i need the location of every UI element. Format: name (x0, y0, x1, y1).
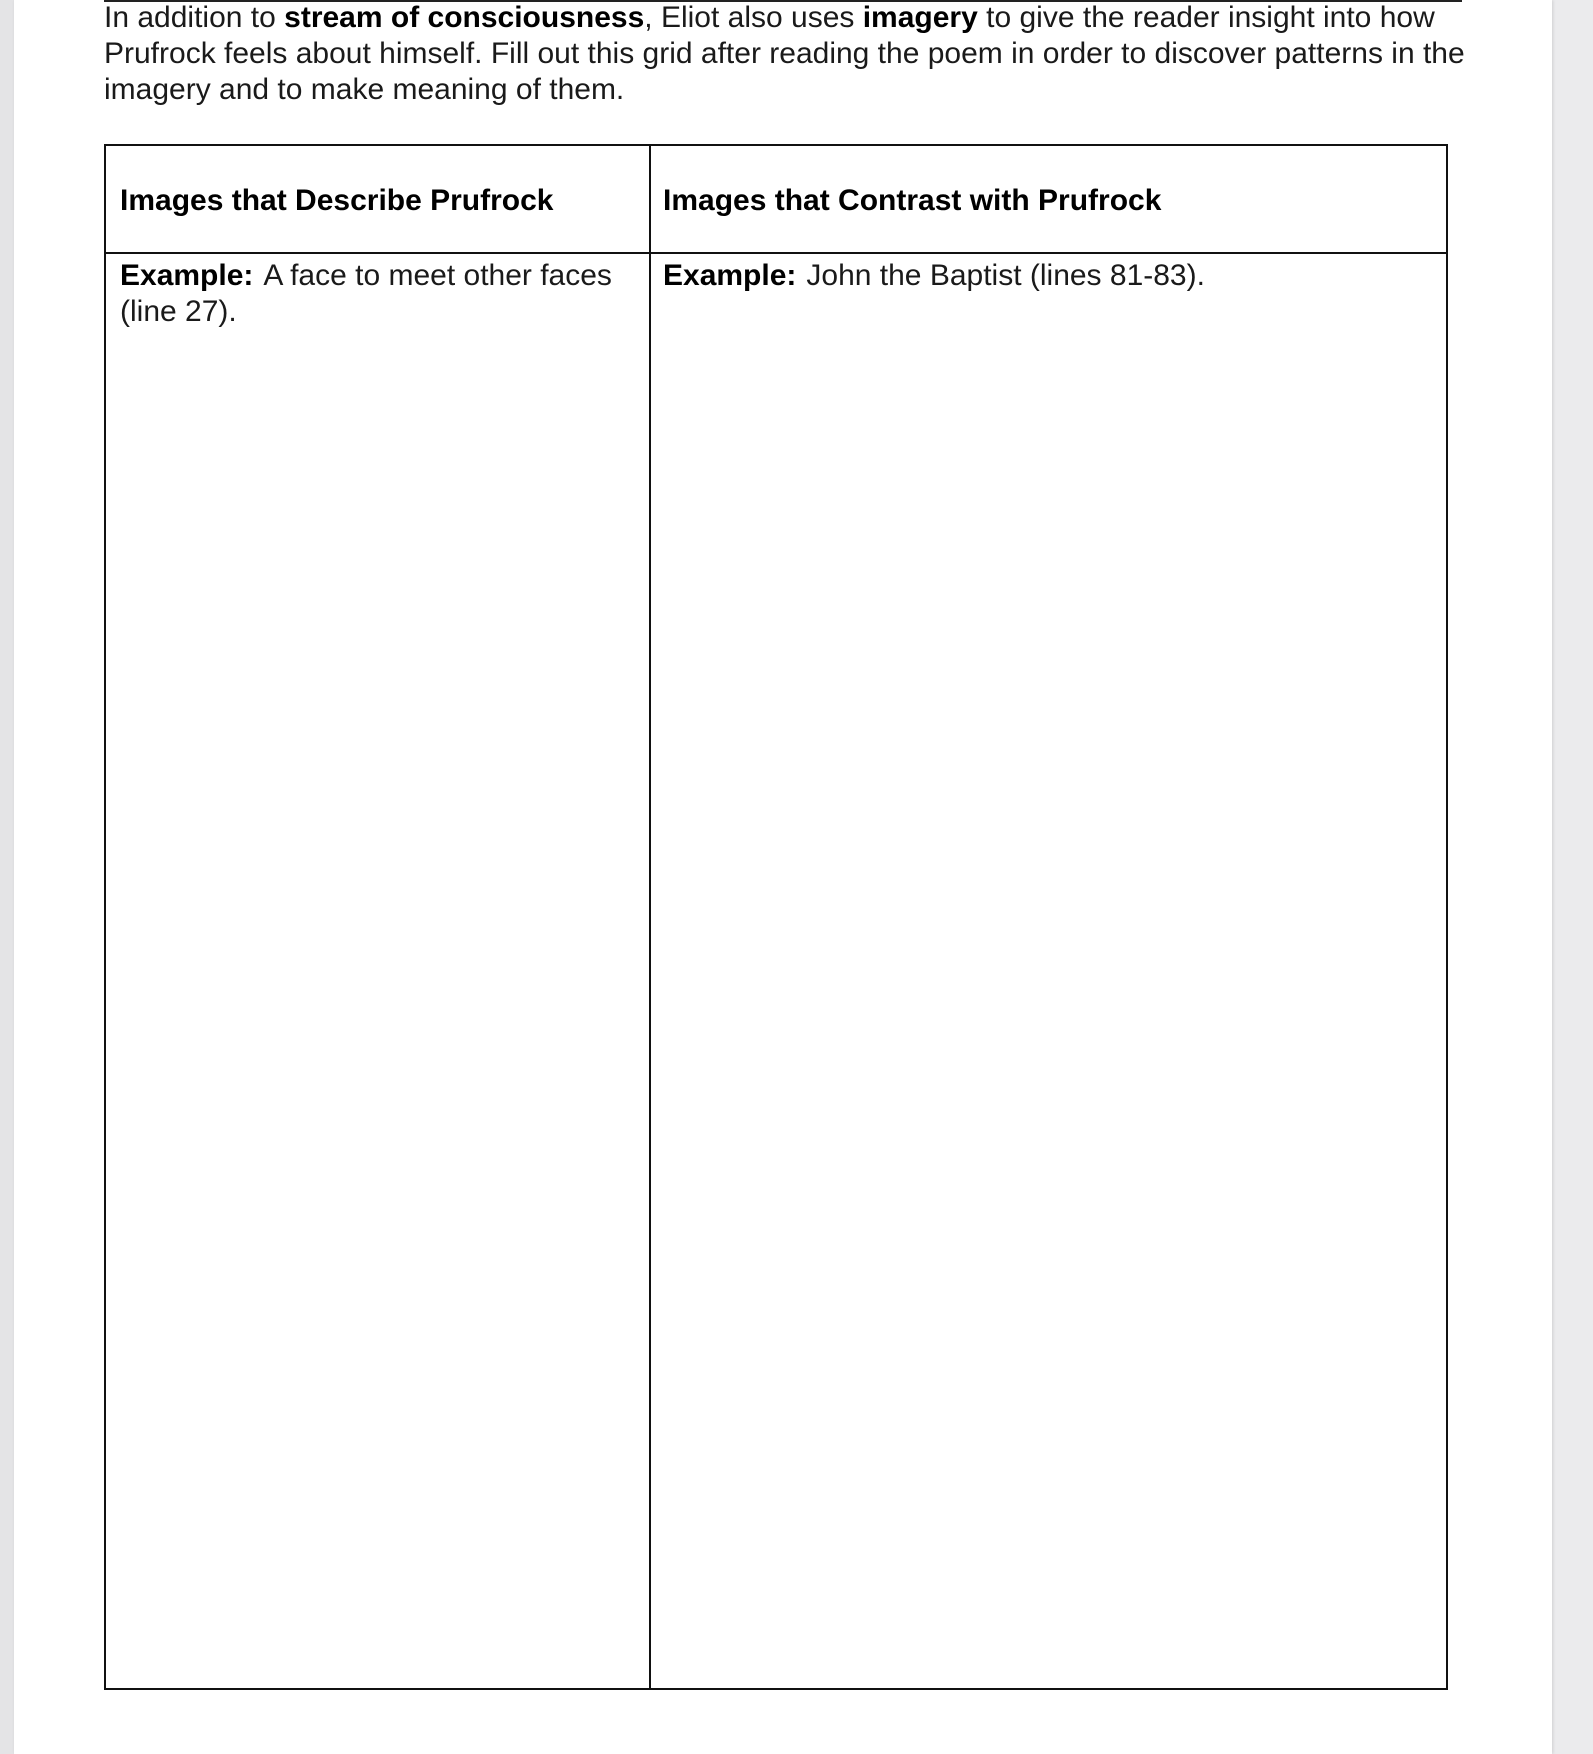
intro-paragraph (104, 0, 1474, 108)
example-text: A face to meet other faces (line 27). (120, 259, 612, 328)
intro-text-1: In addition to (104, 1, 285, 34)
imagery-grid (104, 144, 1448, 1690)
intro-bold-stream: stream of consciousness (284, 1, 645, 34)
intro-text-3: to give the reader insight into how Prufrock feels about himself. Fill out this grid after reading the poem in order to discover patterns in the imagery and to make meaning of them. (104, 1, 1465, 106)
example-label: Example: (120, 259, 254, 292)
example-label: Example: (663, 259, 797, 292)
document-page (14, 0, 1552, 1754)
header-describe: Images that Describe Prufrock (120, 184, 554, 217)
contrast-cell[interactable] (663, 258, 1423, 294)
header-divider (106, 252, 1446, 254)
header-contrast: Images that Contrast with Prufrock (663, 184, 1162, 217)
example-text: John the Baptist (lines 81-83). (806, 259, 1205, 292)
describe-cell[interactable] (120, 258, 640, 330)
intro-text-2: , Eliot also uses (644, 1, 863, 34)
intro-bold-imagery: imagery (862, 1, 978, 34)
viewer-gutter (0, 0, 14, 1754)
column-divider (649, 146, 651, 1688)
